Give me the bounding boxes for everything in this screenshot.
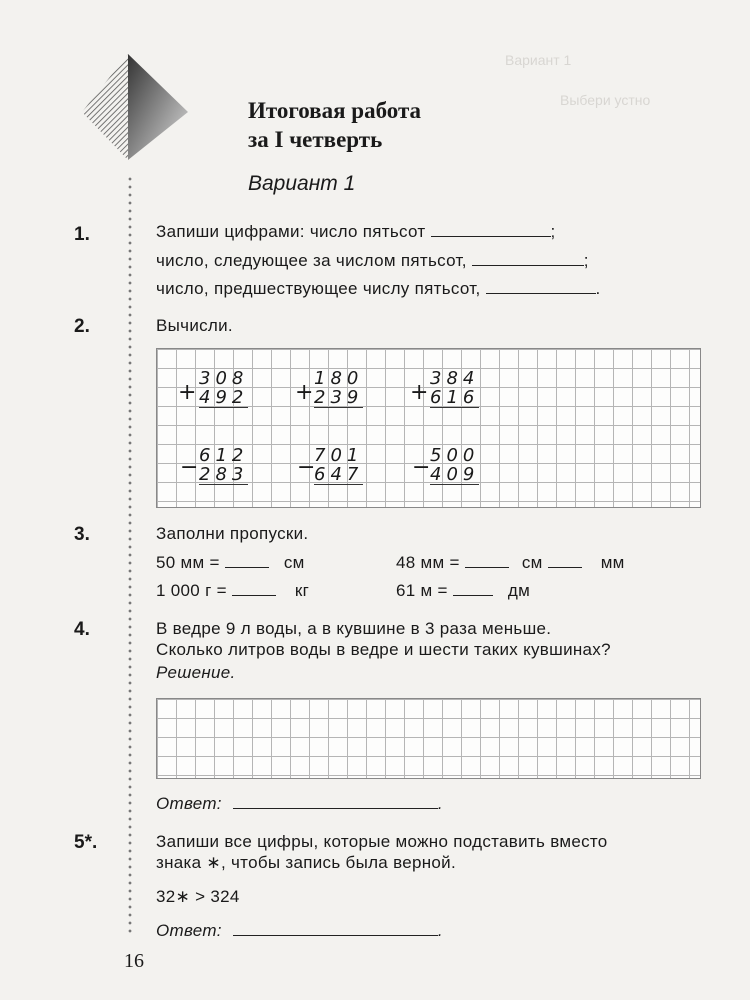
task4-line1: В ведре 9 л воды, а в кувшине в 3 раза меньше.: [156, 619, 552, 638]
task-number: 5*.: [74, 832, 98, 853]
column-subtraction: 500 409: [430, 445, 480, 485]
answer-blank[interactable]: [233, 923, 438, 936]
answer-blank[interactable]: [225, 555, 269, 568]
answer-blank[interactable]: [453, 583, 493, 596]
minus-sign: −: [297, 455, 316, 480]
column-subtraction: 701 647: [314, 445, 364, 485]
conversion-c: 1 000 г = кг: [156, 581, 310, 600]
conversion-b: 48 мм = см мм: [396, 553, 625, 572]
task4-line2: Сколько литров воды в ведре и шести таких кувшинах?: [156, 640, 611, 659]
page-title: Итоговая работа за I четверть: [248, 98, 422, 152]
conversion-d: 61 м = дм: [396, 581, 531, 600]
task1-line1: Запиши цифрами: число пятьсот ;: [156, 222, 556, 241]
bleed-text: Выбери устно: [560, 92, 651, 108]
answer-blank[interactable]: [465, 555, 509, 568]
page-number: 16: [124, 950, 144, 972]
bleed-text: Вариант 1: [505, 52, 572, 68]
plus-sign: +: [410, 380, 429, 405]
answer-blank[interactable]: [233, 796, 438, 809]
answer-line: Ответ: .: [156, 794, 443, 813]
column-addition: 384 616: [430, 368, 480, 408]
answer-line: Ответ: .: [156, 921, 443, 940]
solution-grid[interactable]: [156, 698, 701, 779]
column-addition: 180 239: [314, 368, 364, 408]
column-subtraction: 612 283: [199, 445, 249, 485]
task-number: 1.: [74, 224, 90, 245]
inequality: 32∗ > 324: [156, 887, 240, 906]
task2-prompt: Вычисли.: [156, 316, 233, 335]
corner-ornament: [78, 52, 198, 162]
answer-blank[interactable]: [548, 555, 582, 568]
answer-blank[interactable]: [431, 224, 551, 237]
conversion-a: 50 мм = см: [156, 553, 305, 572]
task3-prompt: Заполни пропуски.: [156, 524, 309, 543]
binding-dots: [127, 175, 133, 935]
answer-blank[interactable]: [472, 253, 584, 266]
task-number: 3.: [74, 524, 90, 545]
answer-blank[interactable]: [232, 583, 276, 596]
task5-line1: Запиши все цифры, которые можно подставить вместо: [156, 832, 608, 851]
task-number: 2.: [74, 316, 90, 337]
plus-sign: +: [295, 380, 314, 405]
task5-line2: знака ∗, чтобы запись была верной.: [156, 853, 456, 872]
task1-line2: число, следующее за числом пятьсот, ;: [156, 251, 589, 270]
solution-label: Решение.: [156, 663, 236, 682]
column-addition: 308 492: [199, 368, 249, 408]
minus-sign: −: [412, 455, 431, 480]
task-number: 4.: [74, 619, 90, 640]
plus-sign: +: [178, 380, 197, 405]
task1-line3: число, предшествующее числу пятьсот, .: [156, 279, 601, 298]
minus-sign: −: [180, 455, 199, 480]
answer-blank[interactable]: [486, 281, 596, 294]
variant-label: Вариант 1: [248, 172, 356, 195]
